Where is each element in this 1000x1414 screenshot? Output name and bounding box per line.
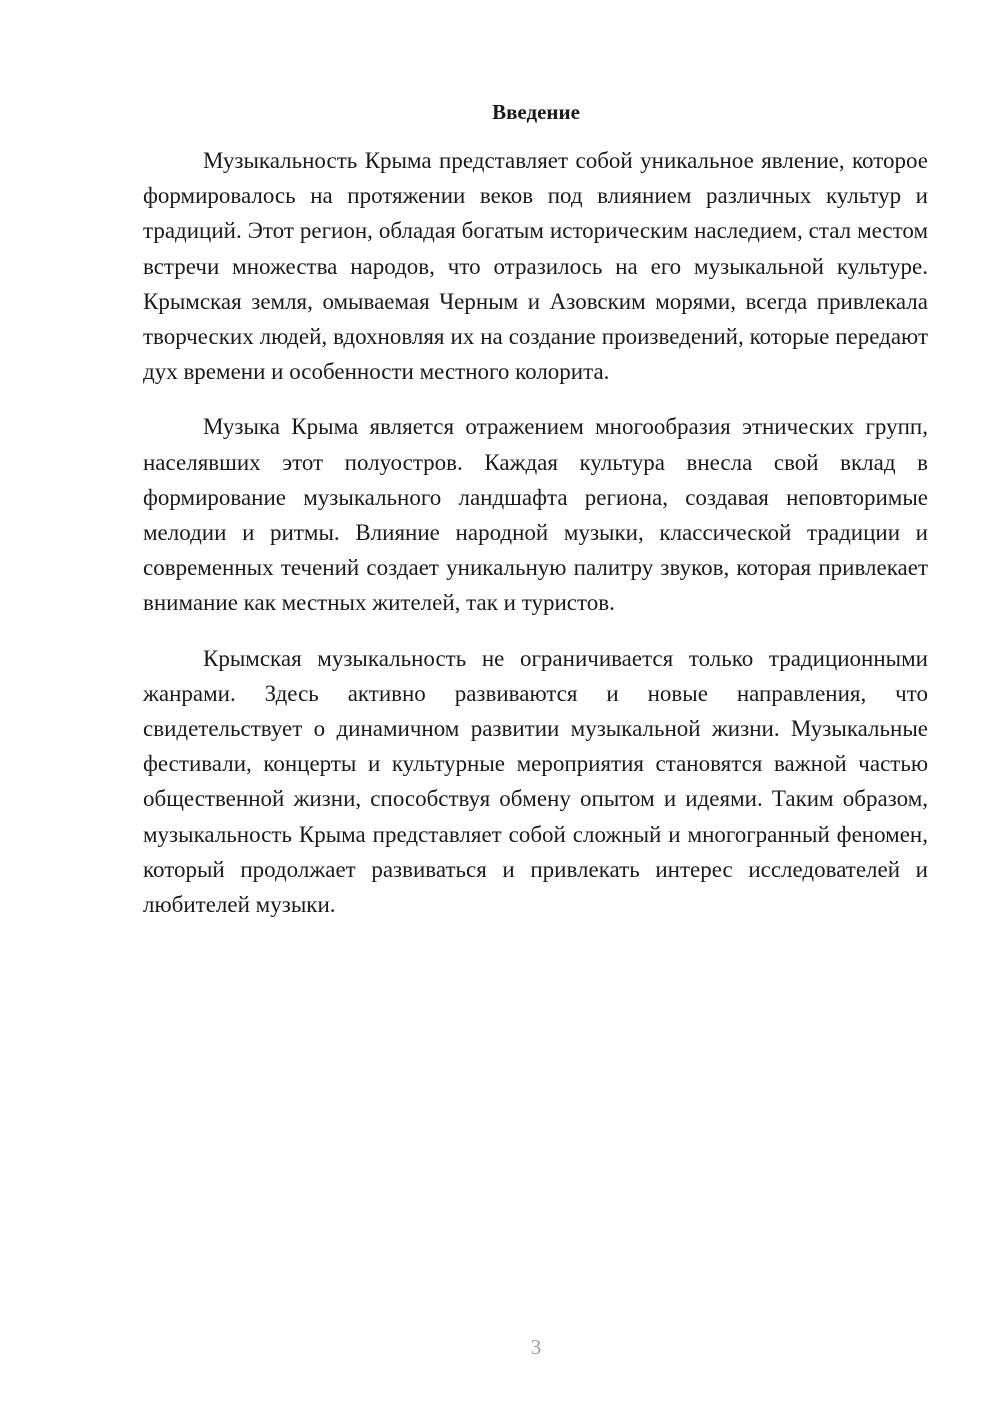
body-text [143, 143, 928, 942]
paragraph-2: Музыка Крыма является отражением многообразия этнических групп, населявших этот полуостров. Каждая культура внесла свой вклад в формирование музыкального ландшафта региона, создавая неповторимые мелодии и ритмы. Влияние народной музыки, классической традиции и современных течений создает уникальную палитру звуков, которая привлекает внимание как местных жителей, так и туристов. [143, 414, 928, 616]
paragraph-1: Музыкальность Крыма представляет собой уникальное явление, которое формировалось на протяжении веков под влиянием различных культур и традиций. Этот регион, обладая богатым историческим наследием, стал местом встречи множества народов, что отразилось на его музыкальной культуре. Крымская земля, омываемая Черным и Азовским морями, всегда привлекала творческих людей, вдохновляя их на создание произведений, которые передают дух времени и особенности местного колорита. [143, 148, 928, 385]
page-number: 3 [530, 1335, 542, 1359]
section-title: Введение [492, 100, 580, 124]
paragraph-3: Крымская музыкальность не ограничивается только традиционными жанрами. Здесь активно развиваются и новые направления, что свидетельствует о динамичном развитии музыкальной жизни. Музыкальные фестивали, концерты и культурные мероприятия становятся важной частью общественной жизни, способствуя обмену опытом и идеями. Таким образом, музыкальность Крыма представляет собой сложный и многогранный феномен, который продолжает развиваться и привлекать интерес исследователей и любителей музыки. [143, 645, 928, 918]
